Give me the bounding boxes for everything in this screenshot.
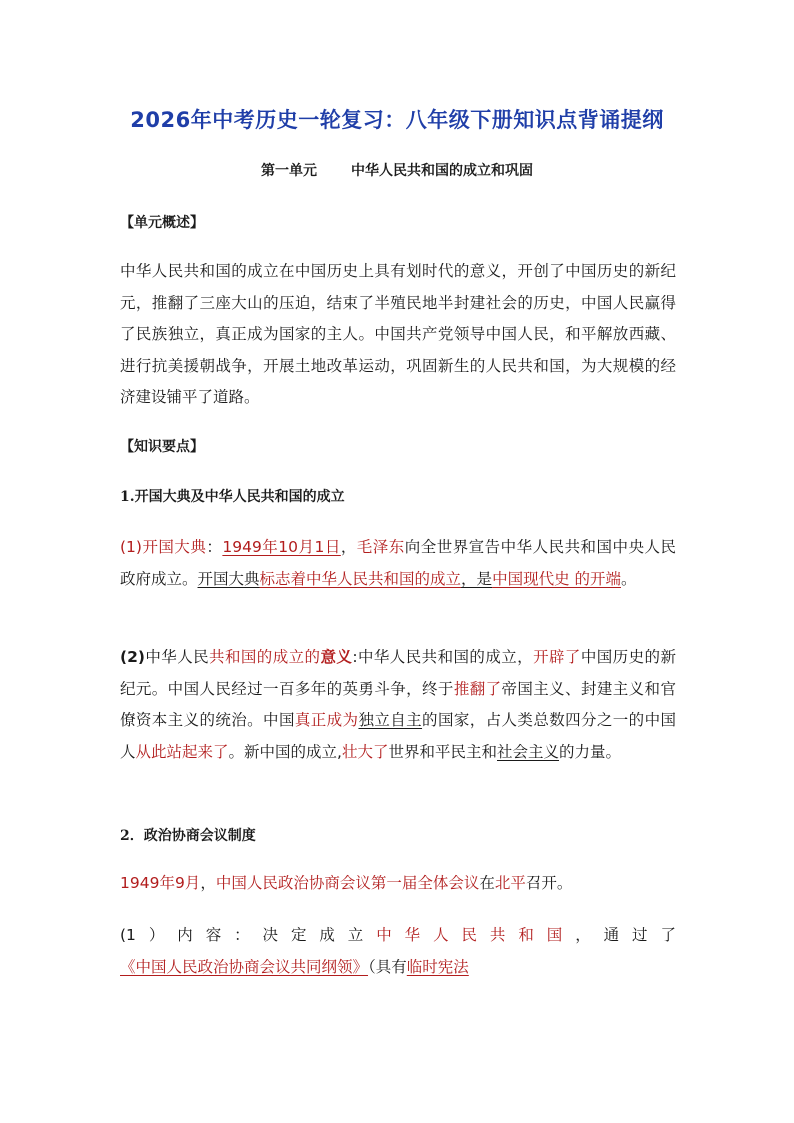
section1-item1: (1)开国大典：1949年10月1日，毛泽东向全世界宣告中华人民共和国中央人民政府成立。开国大典标志着中华人民共和国的成立，是中国现代史 的开端。 [120,538,676,588]
date-1949-10-01: 1949年10月1日 [222,538,341,556]
overview-heading: 【单元概述】 [120,215,204,231]
person-mao: 毛泽东 [356,538,405,556]
common-program: 《中国人民政治协商会议共同纲领》 [120,957,369,976]
knowledge-points-heading: 【知识要点】 [120,439,204,455]
section1-heading: 1.开国大典及中华人民共和国的成立 [120,489,345,505]
item-number: (1) [120,538,142,556]
section1-item2: (2)中华人民共和国的成立的意义:中华人民共和国的成立，开辟了中国历史的新纪元。中国人民经过一百多年的英勇斗争，终于推翻了帝国主义、封建主义和官僚资本主义的统治。中国真正成为独立自主的国家，占人类总数四分之一的中国人从此站起来了。新中国的成立,壮大了世界和平民主和社会主义的力量。 [120,648,676,761]
modern-history-start: 中国现代史 的开端 [492,569,621,588]
section2-heading: 2．政治协商会议制度 [120,828,256,844]
unit-number: 第一单元 [261,163,317,179]
unit-heading [0,160,794,180]
date-1949-09: 1949年9月 [120,874,201,892]
unit-name: 中华人民共和国的成立和巩固 [351,163,533,179]
document-title: 2026年中考历史一轮复习：八年级下册知识点背诵提纲 [130,108,664,132]
section2-item1: (1）内容：决定成立中华人民共和国，通过了《中国人民政治协商会议共同纲领》（具有临时宪法 [120,926,676,976]
term-significance: 意义 [320,648,353,666]
provisional-constitution: 临时宪法 [406,957,469,976]
term-founding-ceremony: 开国大典 [141,538,207,556]
overview-paragraph: 中华人民共和国的成立在中国历史上具有划时代的意义，开创了中国历史的新纪元，推翻了三座大山的压迫，结束了半殖民地半封建社会的历史，中国人民赢得了民族独立，真正成为国家的主人。中国共产党领导中国人民，和平解放西藏、进行抗美援朝战争，开展土地改革运动，巩固新生的人民共和国，为大规模的经济建设铺平了道路。 [120,262,676,406]
section2-intro: 1949年9月，中国人民政治协商会议第一届全体会议在北平召开。 [120,874,573,892]
item-number: (1） [120,926,178,944]
item-number: (2) [120,648,145,666]
